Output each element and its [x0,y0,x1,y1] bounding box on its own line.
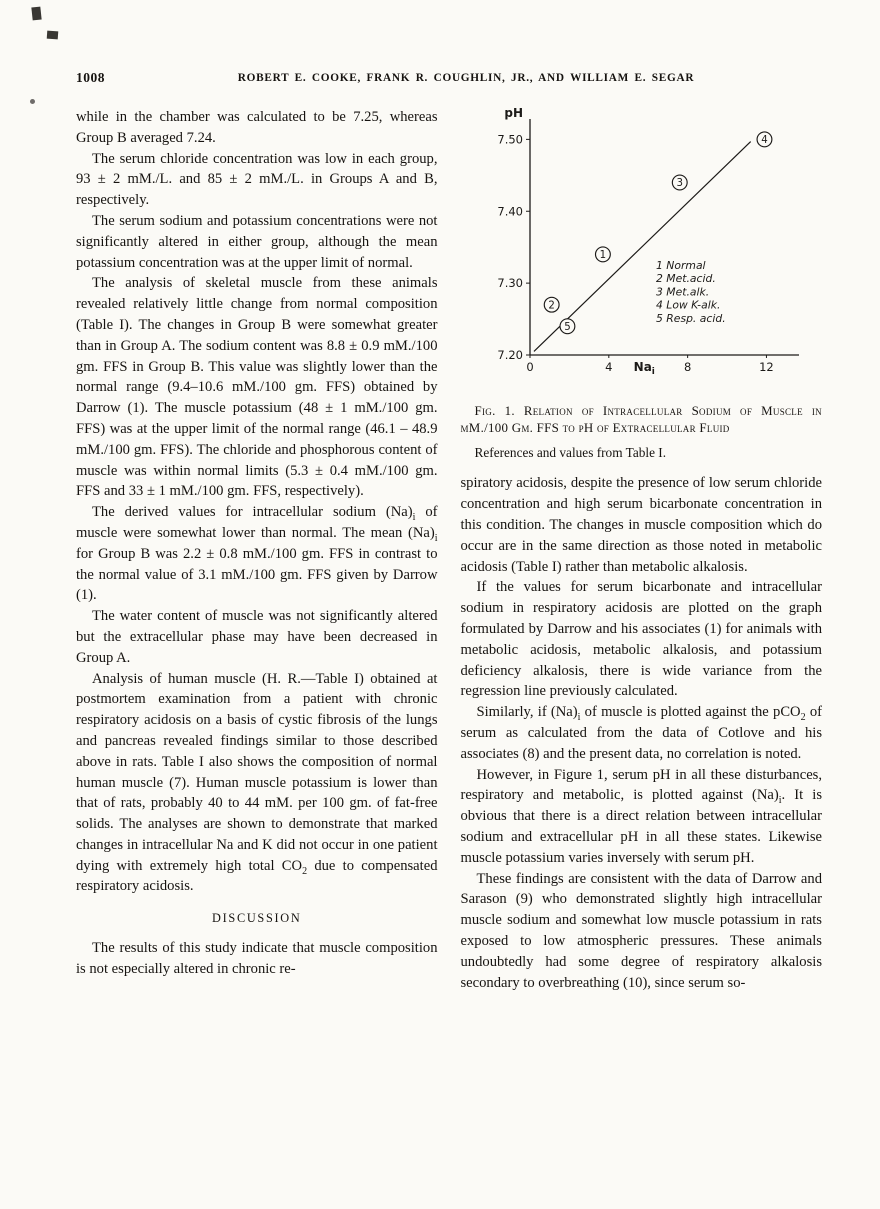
data-point-label: 5 [564,321,571,333]
x-axis-title: $Na_i$ [633,360,656,377]
y-tick-label: 7.50 [497,132,524,147]
scan-mark [30,99,35,104]
chart-container [461,107,823,391]
legend-entry: 4 Low K-alk. [656,298,721,312]
page-number: 1008 [76,70,105,85]
figure-note: References and values from Table I. [474,445,667,461]
legend-entry: 1 Normal [656,259,706,272]
y-axis-title: pH [504,107,524,120]
y-tick-label: 7.30 [497,276,524,291]
paragraph: However, in Figure 1, serum pH in all these disturbances, respiratory and metabolic, is plotted against $(Na)_i$. It is obvious that there is a direct relation between intracellular sodium and extracellular pH in all these states. Likewise muscle potassium varies inversely with serum pH. [460,766,822,866]
x-tick-label: 4 [605,360,613,374]
legend-entry: 5 Resp. acid. [656,311,726,325]
data-point-label: 1 [599,249,607,261]
running-head: ROBERT E. COOKE, FRANK R. COUGHLIN, JR., AND WILLIAM E. SEGAR [237,72,695,84]
paragraph: The water content of muscle was not significantly altered but the extracellular phase may have been decreased in Group A. [76,608,438,666]
figure-caption: Fig. 1. Relation of Intracellular Sodium of Muscle in mM./100 Gm. FFS to pH of Extracellular Fluid [460,404,822,436]
paragraph: The results of this study indicate that muscle composition is not especially altered in chronic re- [76,940,438,978]
scan-mark [31,7,41,21]
paragraph: The serum sodium and potassium concentrations were not significantly altered in either group, although the mean potassium concentration was at the upper limit of normal. [76,212,438,271]
paragraph: Analysis of human muscle (H. R.—Table I) obtained at postmortem examination from a patient with chronic respiratory acidosis on a basis of cystic fibrosis of the lungs and pancreas revealed findings similar to those described above in rats. Table I also shows the composition of normal human muscle (7). Human muscle potassium is lower than that of rats, probably 40 to 44 mM. per 100 gm. of fat-free solids. The analyses are shown to demonstrate that marked changes in intracellular Na and K did not occur in one patient dying with extremely high total $CO_2$ due to compensated respiratory acidosis. [76,670,438,895]
legend-entry: 2 Met.acid. [656,272,717,286]
ph-sodium-scatter-chart [480,107,802,391]
legend-entry: 3 Met.alk. [656,285,710,299]
figure-caption-block [461,403,823,461]
paragraph: These findings are consistent with the data of Darrow and Sarason (9) who demonstrated slightly high intracellular muscle sodium and somewhat low muscle potassium in rats exposed to low atmospheric pressures. These animals undoubtedly had some degree of respiratory alkalosis secondary to overbreathing (10), since serum so- [460,870,822,991]
left-column [76,107,438,993]
paragraph: If the values for serum bicarbonate and intracellular sodium in respiratory acidosis are plotted on the graph formulated by Darrow and his associates (1) for animals with metabolic acidosis, metabolic alkalosis, and potassium deficiency alkalosis, there is wide variance from the regression line previously calculated. [460,579,822,700]
x-tick-label: 0 [526,360,534,374]
scan-mark [47,31,59,40]
y-tick-label: 7.20 [497,348,524,362]
data-point-label: 3 [676,178,684,190]
paragraph: while in the chamber was calculated to be 7.25, whereas Group B averaged 7.24. [76,109,438,146]
right-column [461,107,823,993]
two-column-layout [76,107,822,993]
section-heading-discussion: DISCUSSION [212,911,302,926]
data-point-label: 2 [548,300,556,312]
figure-1 [461,107,823,461]
y-tick-label: 7.40 [497,204,524,219]
paragraph: The derived values for intracellular sodium $(Na)_i$ of muscle were somewhat lower than normal. The mean $(Na)_i$ for Group B was 2.2 ± 0.8 mM./100 gm. FFS in contrast to the normal value of 3.1 mM./100 gm. FFS given by Darrow (1). [76,504,438,604]
paragraph: Similarly, if $(Na)_i$ of muscle is plotted against the pCO$_2$ of serum as calculated from the data of Cotlove and his associates (8) and the present data, no correlation is noted. [460,704,823,762]
page-header [76,70,822,90]
paragraph: The serum chloride concentration was low in each group, 93 ± 2 mM./L. and 85 ± 2 mM./L. in Groups A and B, respectively. [76,150,438,209]
data-point-label: 4 [761,134,768,146]
paragraph: The analysis of skeletal muscle from these animals revealed relatively little change from normal composition (Table I). The changes in Group B were somewhat greater than in Group A. The sodium content was 8.8 ± 0.9 mM./100 gm. FFS in Group B. This value was slightly lower than the normal range (9.4–10.6 mM./100 gm. FFS) obtained by Darrow (1). The muscle potassium (48 ± 1 mM./100 gm. FFS) was at the upper limit of the normal range (46.1 – 48.9 mM./100 gm. FFS). The chloride and phosphorous content of muscle was within normal limits (5.3 ± 0.4 mM./100 gm. FFS and 33 ± 1 mM./100 gm. FFS, respectively). [76,275,438,500]
x-tick-label: 12 [759,360,775,374]
x-tick-label: 8 [684,360,692,374]
paragraph: spiratory acidosis, despite the presence of low serum chloride concentration and high serum bicarbonate concentration in this condition. The changes in muscle composition which do occur are in the same direction as those noted in metabolic acidosis (Table I) rather than metabolic alkalosis. [460,475,822,575]
